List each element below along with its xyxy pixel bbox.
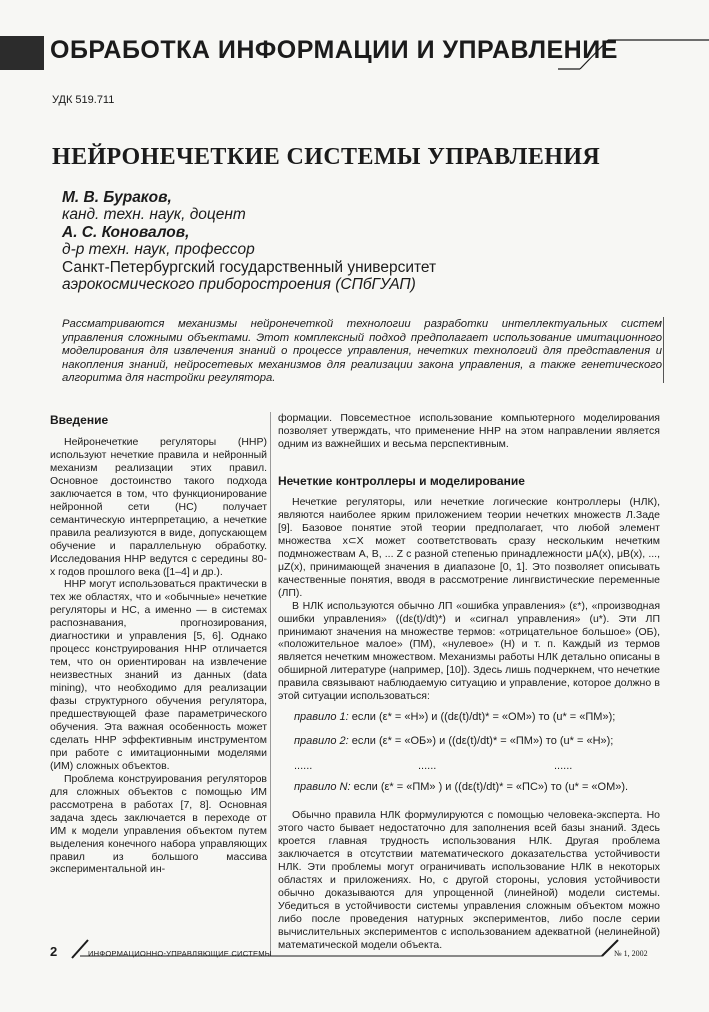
paragraph: Проблема конструирования регуляторов для сложных объектов с помощью ИМ рассмотрена в работах [7, 8]. Основная задача здесь заключается в переходе от ИМ к модели управления объектом путем выделения конечного набора управляющих правил из большого массива экспериментальной ин- [50, 772, 267, 876]
rule-label: правило 2: [294, 735, 349, 747]
column-divider [270, 412, 271, 956]
author-position: канд. техн. наук, доцент [62, 206, 246, 224]
continuation-text [278, 412, 660, 451]
paragraph: формации. Повсеместное использование компьютерного моделирования позволяет утверждать, что применение ННР на этом направлении является одним из важнейших и весьма перспективным. [278, 412, 660, 450]
fuzzy-column [278, 496, 660, 703]
author-name: М. В. Бураков, [62, 189, 172, 206]
paragraph: В НЛК используются обычно ЛП «ошибка управления» (ε*), «производная ошибки управления» ((dε(t)/dt)*) и «сигнал управления» (u*). Эти ЛП принимают значения на множестве термов: «отрицательное большое» (ОБ), «положительное малое» (ПМ), «нулевое» (Н) и т. п. Каждый из термов является нечетким множеством. Механизмы работы НЛК детально описаны в обширной литературе (например, [10]). Здесь лишь подчеркнем, что нечеткие правила связывают наблюдаемую ситуацию и управление, которое должно в этой ситуации использоваться: [278, 599, 661, 703]
intro-column [50, 436, 267, 876]
udk-code: УДК 519.711 [52, 94, 115, 106]
rule-body: если (ε* = «Н») и ((dε(t)/dt)* = «ОМ») то (u* = «ПМ»); [351, 711, 616, 723]
ellipsis: ...... [418, 760, 437, 772]
rule-body: если (ε* = «ПМ» ) и ((dε(t)/dt)* = «ПС») то (u* = «ОМ»). [353, 781, 629, 793]
page-number: 2 [50, 944, 58, 959]
author-position: д-р техн. наук, профессор [62, 241, 255, 259]
rule-body: если (ε* = «ОБ») и ((dε(t)/dt)* = «ПМ») то (u* = «Н»); [351, 735, 614, 747]
header-dark-block [0, 36, 44, 70]
header-slash-line [558, 38, 709, 72]
rule-label: правило 1: [294, 711, 349, 723]
ellipsis: ...... [554, 760, 573, 772]
intro-heading: Введение [50, 413, 109, 427]
paragraph: Нейронечеткие регуляторы (ННР) используют нечеткие правила и нейронный механизм реализации этих правил. Основное достоинство такого подхода заключается в том, что функционирование нейронной сети (НС) получает семантическую интерпретацию, а нечеткие правила реализуются в виде, допускающем обучение и параллельную обработку. Исследования ННР ведутся с середины 80-х годов прошлого века ([1–4] и др.). [50, 436, 267, 578]
journal-name: ИНФОРМАЦИОННО-УПРАВЛЯЮЩИЕ СИСТЕМЫ [88, 949, 272, 958]
paragraph: Нечеткие регуляторы, или нечеткие логические контроллеры (НЛК), являются наиболее ярким приложением теории нечетких множеств Л.Заде [9]. Базовое понятие этой теории предполагает, что любой элемент множества x⊂X может соответствовать сразу нескольким нечетким подмножествам A, B, ... Z с разной степенью принадлежности μA(x), μB(x), ..., μZ(x), принимающей значения в диапазоне [0, 1]. Это позволяет описывать качественные понятия, вводя в рассмотрение лингвистические переменные (ЛП). [278, 496, 660, 599]
issue-number: № 1, 2002 [614, 949, 648, 958]
abstract: Рассматриваются механизмы нейронечеткой технологии разработки интеллектуальных систем управления сложными объектами. Этот комплексный подход предполагает использование имитационного моделирования для извлечения знаний о процессе управления, нечетких технологий для представления и накопления знаний, нейросетевых механизмов для реализации закона управления, а также генетического алгоритма для настройки регулятора. [62, 318, 662, 385]
abstract-side-rule [663, 317, 664, 383]
rule-line [294, 735, 613, 747]
affiliation-line: Санкт-Петербургский государственный университет [62, 258, 437, 276]
affiliation-line: аэрокосмического приборостроения (СПбГУАП) [62, 276, 416, 294]
fuzzy-column-end [278, 809, 660, 951]
author-name: А. С. Коновалов, [62, 223, 190, 241]
rule-line [294, 711, 615, 723]
article-title: НЕЙРОНЕЧЕТКИЕ СИСТЕМЫ УПРАВЛЕНИЯ [52, 144, 601, 170]
section-title: ОБРАБОТКА ИНФОРМАЦИИ И УПРАВЛЕНИЕ [50, 36, 618, 64]
ellipsis: ...... [294, 760, 313, 772]
authors-block [62, 189, 436, 293]
rule-label: правило N: [294, 781, 351, 793]
paragraph: ННР могут использоваться практически в тех же областях, что и «обычные» нечеткие регуляторы и НС, а именно — в системах распознавания, прогнозирования, диагностики и управления [5, 6]. Однако процесс конструирования ННР отличается тем, что он ориентирован на извлечение неизвестных знаний из данных (data mining), что необходимо для реализации фазы структурного обучения регулятора, предшествующей фазе параметрического обучения. Эта важная особенность может сделать ННР эффективным инструментом при работе с имитационными моделями (ИМ) сложных объектов. [50, 578, 267, 772]
fuzzy-heading: Нечеткие контроллеры и моделирование [278, 474, 525, 488]
paragraph: Обычно правила НЛК формулируются с помощью человека-эксперта. Но этого часто бывает недостаточно для заполнения всей базы знаний. Здесь кроется главная трудность использования НЛК. Другая проблема заключается в отсутствии математического доказательства устойчивости НЛК. Эти проблемы могут ограничивать использование НЛК в некоторых областях и приложениях. Но, с другой стороны, условия устойчивости обычно доказываются для упрощенной (линейной) модели системы. Убедиться в устойчивости системы управления сложным объектом можно либо после проведения натурных экспериментов, либо после серии вычислительных экспериментов с использованием адекватной (нелинейной) математической модели объекта. [278, 809, 660, 951]
rule-line [294, 781, 628, 793]
